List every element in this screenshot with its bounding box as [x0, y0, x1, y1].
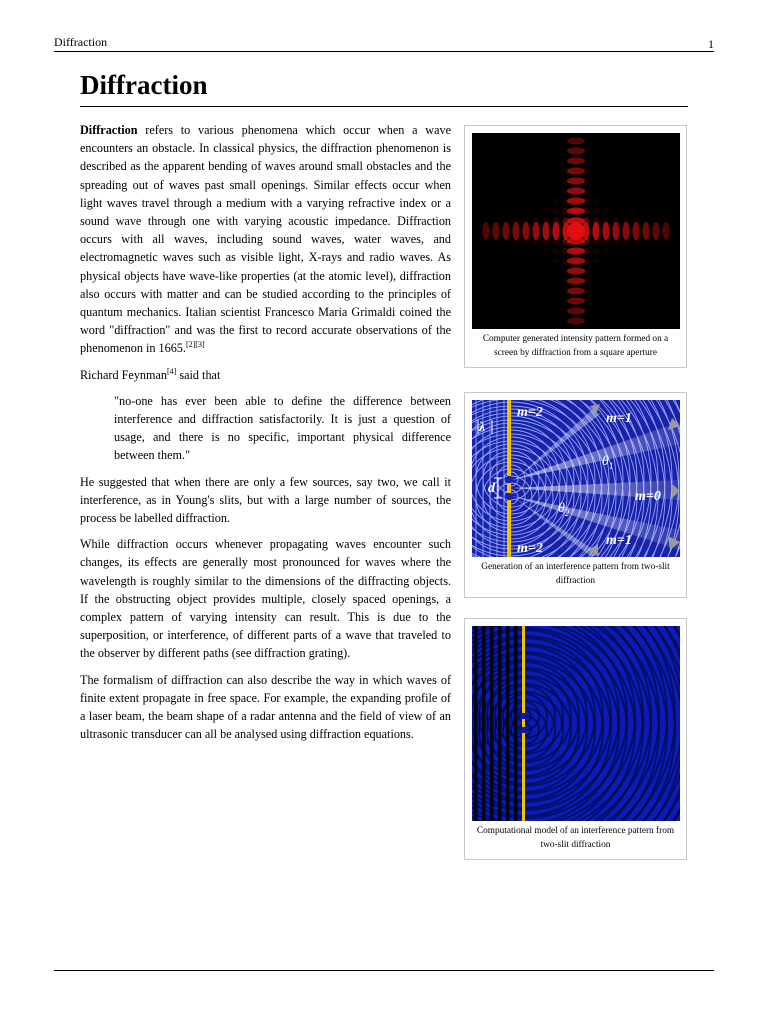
formalism-paragraph: The formalism of diffraction can also describe the way in which waves of finite extent propagate in free space. For example, the expanding profile of a laser beam, the beam shape of a radar antenna and the field of view of an ultrasonic transducer can all be analysed using diffraction equations.: [80, 672, 451, 742]
diffraction-lobe: [567, 177, 585, 184]
diffraction-lobe: [632, 237, 639, 244]
theta1-label: $\theta_1$: [601, 454, 613, 471]
footer-rule: [54, 970, 714, 971]
diffraction-lobe: [582, 277, 589, 284]
diffraction-lobe: [532, 237, 539, 244]
diffraction-lobe: [567, 267, 585, 274]
obstacles-paragraph: While diffraction occurs whenever propagating waves encounter such changes, its effects are generally most pronounced for waves where the wavelength is roughly similar to the dimensions of the diffracting objects. If the obstructing object provides multiple, closely spaced openings, a complex pattern of varying intensity can result. This is due to the superposition, or interference, of different parts of a wave that traveled to the observer by different paths (see diffraction grating).: [80, 537, 451, 661]
diffraction-lobe: [592, 222, 599, 240]
intro-lead: Diffraction: [80, 123, 138, 137]
running-header-title: Diffraction: [54, 35, 108, 49]
diffraction-lobe: [567, 277, 585, 284]
diffraction-lobe: [492, 222, 499, 240]
diffraction-lobe: [567, 137, 585, 144]
diffraction-lobe: [592, 257, 599, 264]
diffraction-lobe: [567, 187, 585, 194]
diffraction-lobe: [542, 207, 549, 214]
diffraction-lobe: [582, 167, 589, 174]
diffraction-lobe: [592, 207, 599, 214]
diffraction-pattern-image: [472, 133, 680, 329]
diffraction-lobe: [522, 237, 529, 244]
diffraction-lobe: [612, 237, 619, 244]
diffraction-lobe: [582, 267, 589, 274]
diffraction-lobe: [582, 197, 589, 204]
diffraction-lobe: [567, 157, 585, 164]
order-m2-top-label: m=2: [516, 405, 543, 420]
order-m1-bottom-label: m=1: [605, 533, 632, 548]
diffraction-lobe: [602, 237, 609, 244]
order-m2-bottom-label: m=2: [516, 541, 543, 556]
diffraction-lobe: [622, 222, 629, 240]
diffraction-lobe: [582, 287, 589, 294]
diffraction-lobe: [552, 237, 559, 244]
order-m0-label: m=0: [634, 489, 661, 504]
diffraction-lobe: [567, 247, 585, 254]
page-title: Diffraction: [80, 70, 688, 107]
running-header: [54, 34, 714, 52]
diffraction-lobe: [602, 222, 609, 240]
diffraction-lobe: [542, 222, 549, 240]
diffraction-lobe: [642, 222, 649, 240]
diffraction-lobe: [567, 207, 585, 214]
feynman-quote: "no-one has ever been able to define the difference between interference and diffraction satisfactorily. It is just a question of usage, and there is no specific, important physical difference between them.": [114, 393, 451, 463]
diffraction-lobe: [552, 257, 559, 264]
diffraction-lobe: [567, 307, 585, 314]
figure-square-aperture: [464, 125, 687, 368]
diffraction-lobe: [532, 222, 539, 240]
diffraction-lobe: [482, 222, 489, 240]
lambda-label: λ: [478, 420, 485, 435]
figure-computational-model: [464, 618, 687, 860]
figure-caption: Generation of an interference pattern from two-slit diffraction: [481, 562, 670, 586]
order-m1-top-label: m=1: [605, 411, 632, 426]
figure-caption: Computational model of an interference pattern from two-slit diffraction: [476, 826, 675, 850]
diffraction-lobe: [567, 197, 585, 204]
diffraction-lobe: [567, 167, 585, 174]
feynman-said: said that: [176, 367, 221, 382]
diffraction-lobe: [552, 197, 559, 204]
diffraction-lobe: [567, 317, 585, 324]
diffraction-lobe: [582, 187, 589, 194]
diffraction-lobe: [552, 222, 559, 240]
diffraction-lobe: [567, 147, 585, 154]
diffraction-lobe: [542, 247, 549, 254]
figure-caption: Computer generated intensity pattern formed on a screen by diffraction from a square aperture: [482, 334, 669, 358]
sources-paragraph: He suggested that when there are only a few sources, say two, we call it interference, as in Young's slits, but with a large number of sources, the process be labelled diffraction.: [80, 474, 451, 526]
diffraction-lobe: [567, 237, 585, 244]
intro-paragraph: [80, 121, 451, 358]
citation-link[interactable]: [4]: [167, 366, 177, 376]
diffraction-lobe: [582, 222, 589, 240]
feynman-name: Richard Feynman: [80, 367, 167, 382]
diffraction-lobe: [582, 207, 589, 214]
two-slit-diagram: [472, 400, 680, 557]
diffraction-lobe: [552, 247, 559, 254]
theta2-label: $\theta_2$: [557, 501, 569, 518]
diffraction-lobe: [602, 207, 609, 214]
diffraction-lobe: [552, 207, 559, 214]
diffraction-lobe: [592, 247, 599, 254]
diffraction-lobe: [592, 237, 599, 244]
diffraction-lobe: [567, 222, 585, 240]
diffraction-lobe: [582, 237, 589, 244]
diffraction-lobe: [652, 222, 659, 240]
slit-spacing-label: d: [487, 481, 495, 496]
diffraction-lobe: [502, 222, 509, 240]
diffraction-lobe: [567, 287, 585, 294]
diffraction-lobe: [632, 222, 639, 240]
diffraction-lobe: [662, 222, 669, 240]
diffraction-lobe: [512, 237, 519, 244]
diffraction-lobe: [512, 222, 519, 240]
diffraction-lobe: [582, 257, 589, 264]
citation-link[interactable]: [2][3]: [185, 340, 205, 350]
intro-text: refers to various phenomena which occur when a wave encounters an obstacle. In classical physics, the diffraction phenomenon is described as the apparent bending of waves around small obstacles and the spreading out of waves past small openings. Similar effects occur when light waves travel through a medium with a varying refractive index or a sound wave through one with varying acoustic impedance. Diffraction occurs with all waves, including sound waves, water waves, and electromagnetic waves such as visible light, X-rays and radio waves. As physical objects have wave-like properties (at the atomic level), diffraction also occurs with matter and can be studied according to the principles of quantum mechanics. Italian scientist Francesco Maria Grimaldi coined the word "diffraction" and was the first to record accurate observations of the phenomenon in 1665.: [80, 123, 451, 356]
article-body: [80, 121, 451, 752]
diffraction-lobe: [567, 257, 585, 264]
diffraction-lobe: [612, 222, 619, 240]
interference-simulation-image: [472, 626, 680, 821]
page-number: 1: [708, 37, 714, 51]
diffraction-lobe: [592, 197, 599, 204]
diffraction-lobe: [622, 237, 629, 244]
diffraction-lobe: [602, 247, 609, 254]
feynman-intro: [80, 366, 451, 384]
figure-two-slit-schematic: [464, 392, 687, 598]
diffraction-lobe: [582, 247, 589, 254]
diffraction-lobe: [542, 237, 549, 244]
diffraction-lobe: [522, 222, 529, 240]
diffraction-lobe: [582, 177, 589, 184]
diffraction-lobe: [567, 297, 585, 304]
